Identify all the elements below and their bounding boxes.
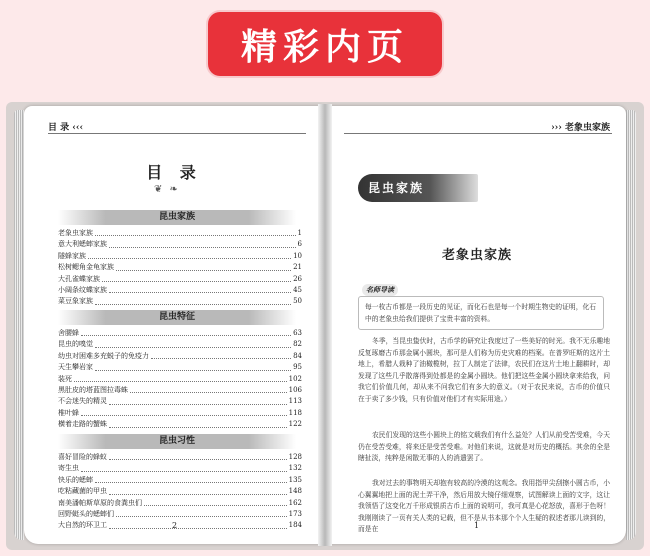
toc-list [58,328,302,431]
body-paragraph: 农民们发现的这些小圆块上的铭文载我们有什么益处？人们从前受苦受难，今天仍在受苦受难，将来还是受苦受难。对他们来说，这就是对历史的概括。其余的全是瞎扯淡，纯粹是闲散无事的人的消遣罢了。 [358,431,610,463]
toc-entry-title: 幼虫对困难多充蜕子的免疫力 [58,351,149,360]
toc-entry-page: 1 [297,229,302,237]
leader-dots [95,339,291,347]
toc-entry-page: 162 [288,498,302,507]
right-page [328,106,626,544]
toc-entry-title: 小阔条纹蝶家族 [58,285,107,294]
guide-label: 名师导读 [362,284,398,296]
left-running-header: 目 录 ‹‹‹ [48,123,84,133]
leader-dots [109,419,287,427]
leader-dots [102,274,291,282]
toc-entry[interactable] [58,274,302,285]
right-running-header: ››› 老象虫家族 [551,123,610,133]
toc-entry[interactable] [58,339,302,350]
toc-entry[interactable] [58,328,302,339]
toc-entry-title: 喜好冒险的蜂蚁 [58,453,107,461]
leader-dots [109,520,287,528]
toc-entry[interactable] [58,351,302,362]
ornament-icon: ❦ ❧ [154,184,180,195]
toc-entry-page: 173 [288,509,302,518]
toc-entry-page: 148 [288,487,302,496]
toc-entry[interactable] [58,262,302,273]
leader-dots [88,251,291,259]
leader-dots [95,362,291,370]
toc-entry-page: 132 [288,464,302,473]
chapter-title: 老象虫家族 [441,248,512,263]
toc-entry-title: 椎叶蜂 [58,408,79,417]
toc-entry[interactable] [58,498,302,509]
toc-entry-page: 102 [288,374,302,383]
toc-entry[interactable] [58,374,302,385]
toc-list [58,228,302,308]
leader-dots [109,239,296,247]
toc-entry-title: 横着走路的蟹蛛 [58,420,107,429]
toc-entry-title: 黑肚皮的塔蓝图拉毒蛛 [58,385,128,394]
toc-entry[interactable] [58,452,302,463]
toc-entry[interactable] [58,520,302,531]
toc-entry[interactable] [58,362,302,373]
toc-entry[interactable] [58,486,302,497]
leader-dots [109,396,287,404]
toc-entry-page: 106 [288,385,302,394]
toc-entry-page: 122 [288,420,302,429]
leader-dots [95,296,291,304]
toc-entry-page: 128 [288,453,302,461]
leader-dots [109,486,287,494]
toc-entry-title: 隧蜂家族 [58,251,86,260]
toc-entry[interactable] [58,285,302,296]
toc-entry[interactable] [58,408,302,419]
toc-entry[interactable] [58,296,302,307]
toc-entry-title: 舍腰蜂 [58,329,79,337]
header-rule [344,133,612,134]
page-number: 2 [172,521,178,530]
toc-entry-title: 回野蜓头的蟋蟀们 [58,509,114,518]
toc-entry-title: 不会迷失的精灵 [58,397,107,406]
toc-entry[interactable] [58,239,302,250]
toc-entry-title: 天生攀岩家 [58,363,93,372]
leader-dots [144,498,287,506]
toc-entry[interactable] [58,396,302,407]
leader-dots [130,385,287,393]
toc-list [58,452,302,532]
leader-dots [151,351,291,359]
toc-entry-title: 菜豆象家族 [58,297,93,306]
toc-entry-title: 松树鳃角金龟家族 [58,263,114,272]
toc-entry-page: 10 [293,251,302,260]
toc-entry[interactable] [58,509,302,520]
toc-entry-page: 118 [288,408,302,417]
section-title: 昆虫习性 [58,434,296,449]
toc-entry-title: 昆虫的嗅觉 [58,340,93,349]
toc-entry-page: 113 [288,397,302,406]
toc-entry[interactable] [58,463,302,474]
toc-entry-page: 26 [293,274,302,283]
toc-entry[interactable] [58,419,302,430]
right-page-edges [626,110,636,540]
body-paragraph: 冬季，当昆虫蛰伏时，古币学的研究让我度过了一些美好的时光。我不无乐趣地反复琢磨古币那金属小圆块，那可是人们称为历史灾难的档案。在普罗旺斯的这片土地上，希腊人栽种了油橄榄树，拉丁人制定了法律，农民们在这片土地上翻耕时，却发现了这些几乎散落得到处都是的金属小圆块。他们把这些金属小圆块拿来给我，问我它们价值几何，却从来不问我它们有多大的意义。（对于农民来说，古币的价值只在于卖了多少钱，只有价值对他们才有实际用途。） [358,337,610,403]
toc-entry-page: 50 [293,297,302,306]
toc-entry-title: 大孔雀蝶家族 [58,274,100,283]
section-title: 昆虫特征 [58,310,296,325]
page-number: 1 [474,521,480,530]
toc-entry-page: 82 [293,340,302,349]
leader-dots [81,463,287,471]
toc-entry[interactable] [58,251,302,262]
section-title: 昆虫家族 [58,210,296,225]
body-paragraph: 我对过去的事物明天却抱有较高的冷漠的这观念。我用指甲尖刮擦小圆古币，小心翼翼地把上面的泥土弄干净，然后用放大镜仔细观察，试图解读上面的文字，这让我领悟了这变化万千形成银质古币上面的说明可，我可真是心花怒放，喜形于色呀！我刚刚读了一页有关人类的记载，但不是从书本那个个人生疑的叙述者那儿读到的，而是在 [358,479,610,534]
toc-title: 目 录 [146,163,202,182]
toc-entry-title: 老象虫家族 [58,229,93,237]
leader-dots [116,262,291,270]
toc-entry-title: 装死 [58,374,72,383]
left-page-edges [14,110,24,540]
toc-entry-title: 寄生虫 [58,464,79,473]
toc-entry-title: 意大利蟋蟀家族 [58,240,107,249]
open-book [6,96,644,552]
toc-entry-title: 快乐的蟋蟀 [58,475,93,484]
leader-dots [109,285,291,293]
chapter-ribbon: 昆虫家族 [358,174,478,202]
toc-entry-title: 南美潘帕斯草原的食粪虫们 [58,498,142,507]
leader-dots [81,408,287,416]
leader-dots [116,509,287,517]
leader-dots [74,374,287,382]
toc-entry[interactable] [58,385,302,396]
toc-entry-page: 6 [297,240,302,249]
toc-entry-page: 21 [293,263,302,272]
leader-dots [95,475,287,483]
toc-entry-page: 45 [293,285,302,294]
banner-title: 精彩内页 [240,26,409,68]
left-page [24,106,324,544]
toc-entry-page: 135 [288,475,302,484]
header-rule [48,133,306,134]
guide-box: 每一枚古币都是一段历史的见证，而化石也是每一个时期生物史的证明，化石中的老象虫给我们提供了宝贵丰富的资料。 [358,296,604,330]
toc-entry-title: 大自然的环卫工 [58,521,107,530]
leader-dots [109,452,287,460]
leader-dots [95,228,296,236]
toc-entry[interactable] [58,228,302,239]
toc-entry-page: 84 [293,351,302,360]
toc-entry-title: 吃粘藏菌的甲虫 [58,487,107,496]
banner [208,12,442,76]
toc-entry-page: 63 [293,329,302,337]
toc-entry-page: 95 [293,363,302,372]
toc-entry[interactable] [58,475,302,486]
toc-entry-page: 184 [288,521,302,530]
book-gutter [318,104,332,546]
leader-dots [81,328,291,336]
